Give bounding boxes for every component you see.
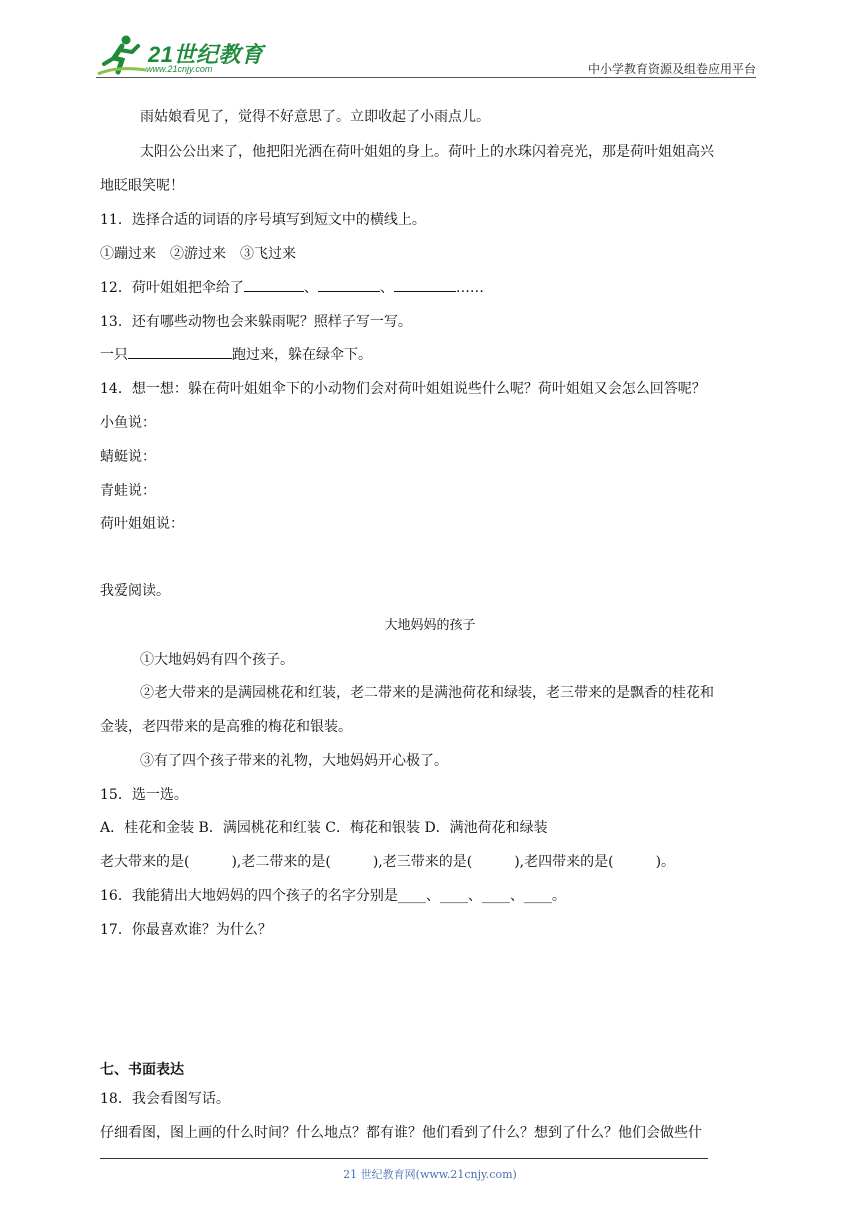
platform-name: 中小学教育资源及组卷应用平台: [587, 62, 756, 76]
question-18: 18．我会看图写话。: [100, 1091, 230, 1107]
question-13: 13．还有哪些动物也会来躲雨呢？照样子写一写。: [100, 314, 412, 330]
header-divider: [96, 77, 756, 78]
reading-paragraph-2: ②老大带来的是满园桃花和红装，老二带来的是满池荷花和绿装，老三带来的是飘香的桂花和: [140, 685, 714, 701]
ellipsis: ……: [455, 280, 484, 296]
separator: 、: [303, 280, 318, 296]
reading-intro: 我爱阅读。: [100, 583, 170, 599]
reading-paragraph-2-cont: 金装，老四带来的是高雅的梅花和银装。: [100, 719, 352, 735]
footer-text: 21 世纪教育网(www.21cnjy.com): [343, 1168, 517, 1181]
question-13-fill: [100, 344, 372, 364]
question-15-fill: 老大带来的是( ),老二带来的是( ),老三带来的是( ),老四带来的是( )。: [100, 854, 676, 870]
answer-blank[interactable]: [394, 279, 456, 292]
site-logo: [96, 34, 264, 78]
fish-says: 小鱼说：: [100, 415, 156, 431]
question-15: 15．选一选。: [100, 787, 188, 803]
runner-logo-icon: [96, 34, 148, 78]
question-11-options: ①蹦过来 ②游过来 ③飞过来: [100, 246, 296, 262]
logo-text: 21世纪教育: [148, 42, 264, 67]
story-paragraph: 太阳公公出来了，他把阳光洒在荷叶姐姐的身上。荷叶上的水珠闪着亮光，那是荷叶姐姐高兴: [140, 144, 714, 160]
footer-divider: [100, 1158, 708, 1159]
question-17: 17．你最喜欢谁？为什么？: [100, 922, 272, 938]
fill-prefix: 一只: [100, 347, 128, 363]
question-15-options: A．桂花和金装 B．满园桃花和红装 C．梅花和银装 D．满池荷花和绿装: [100, 820, 548, 836]
answer-blank[interactable]: [128, 346, 232, 359]
question-12: [100, 277, 484, 297]
frog-says: 青蛙说：: [100, 483, 156, 499]
question-11: 11．选择合适的词语的序号填写到短文中的横线上。: [100, 212, 426, 228]
reading-paragraph-1: ①大地妈妈有四个孩子。: [140, 652, 294, 668]
reading-paragraph-3: ③有了四个孩子带来的礼物，大地妈妈开心极了。: [140, 753, 448, 769]
section-title: 七、书面表达: [100, 1062, 184, 1078]
lotus-says: 荷叶姐姐说：: [100, 516, 184, 532]
question-18-desc: 仔细看图，图上画的什么时间？什么地点？都有谁？他们看到了什么？想到了什么？他们会做些什: [100, 1125, 702, 1141]
separator: 、: [379, 280, 394, 296]
dragonfly-says: 蜻蜓说：: [100, 449, 156, 465]
logo-url: www.21cnjy.com: [146, 64, 213, 74]
story-paragraph: 雨姑娘看见了，觉得不好意思了。立即收起了小雨点儿。: [140, 109, 490, 125]
fill-suffix: 跑过来，躲在绿伞下。: [232, 347, 372, 363]
answer-blank[interactable]: [244, 279, 304, 292]
answer-blank[interactable]: [318, 279, 380, 292]
reading-title: 大地妈妈的孩子: [384, 618, 476, 633]
question-14: 14．想一想：躲在荷叶姐姐伞下的小动物们会对荷叶姐姐说些什么呢？荷叶姐姐又会怎么回答呢？: [100, 381, 706, 397]
question-12-prefix: 12．荷叶姐姐把伞给了: [100, 280, 244, 296]
question-16: 16．我能猜出大地妈妈的四个孩子的名字分别是____、____、____、____。: [100, 888, 566, 904]
story-paragraph-cont: 地眨眼笑呢！: [100, 178, 184, 194]
